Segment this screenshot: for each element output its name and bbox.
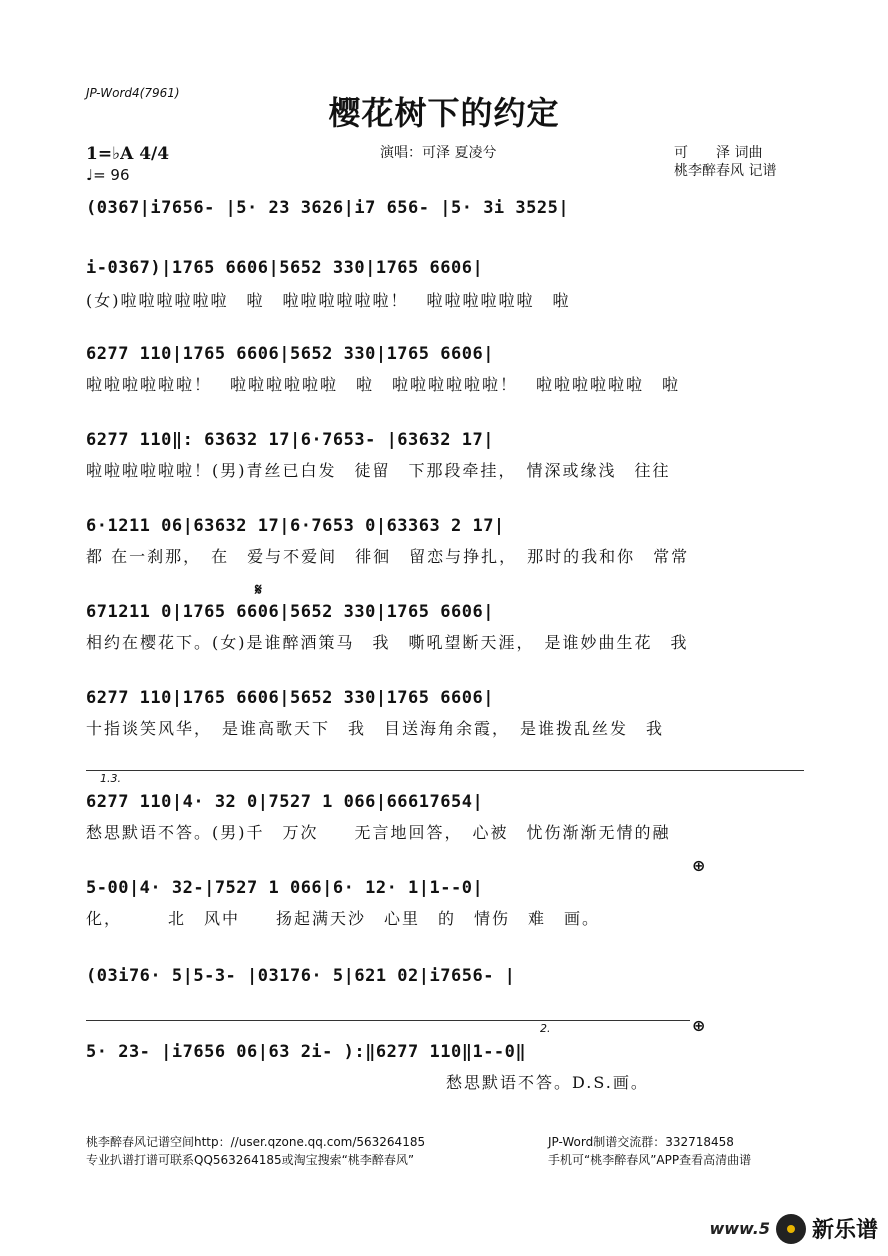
footer-contact: 专业扒谱打谱可联系QQ563264185或淘宝搜索“桃李醉春风” (86, 1153, 415, 1167)
notation: 671211 0|1765 6606|5652 330|1765 6606| (86, 602, 494, 622)
notation: (03i76· 5|5-3- |03176· 5|621 02|i7656- | (86, 966, 516, 986)
notation: 6277 110|1765 6606|5652 330|1765 6606| (86, 688, 494, 708)
lyrics: 相约在樱花下。(女)是谁醉酒策马 我 嘶吼望断天涯， 是谁妙曲生花 我 (86, 633, 689, 652)
volta-label-1: 1.3. (100, 772, 121, 785)
software-label: JP-Word4(7961) (86, 86, 180, 100)
transcriber-credit: 桃李醉春风 记谱 (674, 163, 777, 179)
notation: (0367|i7656- |5· 23 3626|i7 656- |5· 3i 3525| (86, 198, 570, 218)
lyrics: 啦啦啦啦啦啦！ 啦啦啦啦啦啦 啦 啦啦啦啦啦啦！ 啦啦啦啦啦啦 啦 (86, 375, 681, 394)
lyrics: 愁思默语不答。(男)千 万次 无言地回答， 心被 忧伤渐渐无情的融 (86, 823, 671, 842)
lyrics: 啦啦啦啦啦啦！(男)青丝已白发 徒留 下那段牵挂， 情深或缘浅 往往 (86, 461, 671, 480)
vinyl-disc-icon (776, 1214, 806, 1244)
brand-name: 新乐谱 (811, 1217, 878, 1243)
volta-bracket-2 (530, 1020, 690, 1029)
lyricist-composer-credit: 可 泽 词曲 (674, 145, 763, 161)
lyrics: 化， 北 风中 扬起满天沙 心里 的 情伤 难 画。 (86, 909, 601, 928)
segno-sign: 𝄋 (255, 580, 262, 599)
lyrics: 十指谈笑风华， 是谁高歌天下 我 目送海角余霞， 是谁拨乱丝发 我 (86, 719, 665, 738)
notation: 5-00|4· 32-|7527 1 066|6· 12· 1|1--0| (86, 878, 484, 898)
footer-group: JP-Word制谱交流群：332718458 (548, 1135, 734, 1149)
key-signature: 1=♭A 4/4 (86, 144, 170, 164)
volta-bracket-main (86, 1020, 530, 1029)
lyrics: 都 在一刹那， 在 爱与不爱间 徘徊 留恋与挣扎， 那时的我和你 常常 (86, 547, 690, 566)
lyrics: (女)啦啦啦啦啦啦 啦 啦啦啦啦啦啦！ 啦啦啦啦啦啦 啦 (86, 291, 571, 310)
site-url: www.5 (709, 1219, 770, 1238)
lyrics: 愁思默语不答。D.S.画。 (86, 1073, 649, 1092)
tempo-marking: ♩= 96 (86, 166, 130, 184)
notation: 6277 110|4· 32 0|7527 1 066|66617654| (86, 792, 484, 812)
singers-credit: 演唱：可泽 夏凌兮 (380, 145, 497, 161)
coda-sign-2: ⊕ (692, 1016, 706, 1035)
notation: 6277 110‖: 63632 17|6·7653- |63632 17| (86, 430, 494, 450)
notation: 5· 23- |i7656 06|63 2i- ):‖6277 110‖1--0‖ (86, 1042, 527, 1062)
notation: 6·1211 06|63632 17|6·7653 0|63363 2 17| (86, 516, 505, 536)
coda-sign: ⊕ (692, 856, 706, 875)
footer-qzone: 桃李醉春风记谱空间http：//user.qzone.qq.com/563264185 (86, 1135, 426, 1149)
volta-bracket-1 (86, 770, 804, 779)
notation: 6277 110|1765 6606|5652 330|1765 6606| (86, 344, 494, 364)
song-title: 樱花树下的约定 (328, 94, 560, 132)
site-logo (709, 1213, 878, 1244)
volta-label-2: 2. (540, 1022, 551, 1035)
notation: i-0367)|1765 6606|5652 330|1765 6606| (86, 258, 484, 278)
footer-app: 手机可“桃李醉春风”APP查看高清曲谱 (548, 1153, 752, 1167)
